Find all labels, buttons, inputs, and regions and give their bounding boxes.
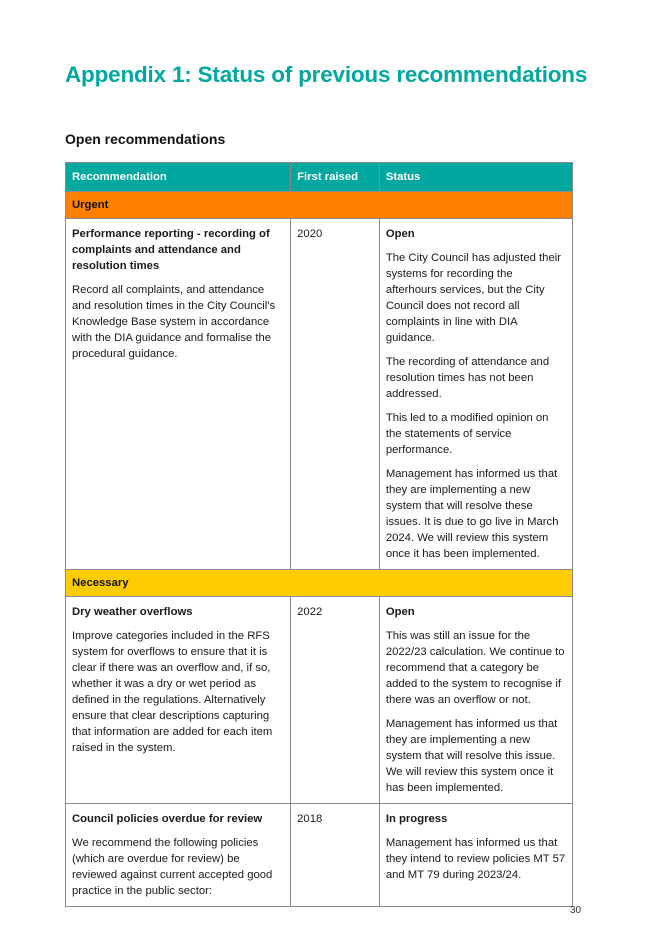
header-recommendation: Recommendation — [66, 163, 291, 192]
header-status: Status — [379, 163, 572, 192]
status-paragraph: Management has informed us that they are implementing a new system that will resolve this issue. We will review this system once it has been implemented. — [385, 718, 558, 794]
table-row — [66, 597, 573, 804]
recommendation-description: We recommend the following policies (which are overdue for review) be reviewed against current accepted good practice in the public sector: — [72, 837, 273, 897]
status-paragraph: The recording of attendance and resolution times has not been addressed. — [385, 356, 550, 400]
priority-label: Urgent — [66, 192, 573, 219]
status-label: Open — [385, 228, 415, 240]
first-raised-cell: 2018 — [291, 804, 380, 907]
first-raised-cell: 2020 — [291, 219, 380, 570]
status-cell — [379, 219, 572, 570]
status-paragraph: This led to a modified opinion on the statements of service performance. — [385, 412, 549, 456]
priority-band-necessary — [66, 570, 573, 597]
recommendations-table — [65, 162, 573, 907]
recommendation-cell — [66, 597, 291, 804]
status-label: Open — [385, 606, 415, 618]
recommendation-title: Council policies overdue for review — [72, 813, 263, 825]
table-row — [66, 804, 573, 907]
recommendation-title: Dry weather overflows — [72, 606, 193, 618]
table-row — [66, 219, 573, 570]
recommendation-title: Performance reporting - recording of complaints and attendance and resolution times — [72, 228, 270, 272]
priority-label: Necessary — [66, 570, 573, 597]
status-cell — [379, 804, 572, 907]
header-first-raised: First raised — [291, 163, 380, 192]
status-paragraph: Management has informed us that they are implementing a new system that will resolve these issues. It is due to go live in March 2024. We will review this system once it has been implemented. — [385, 468, 559, 560]
recommendation-description: Improve categories included in the RFS system for overflows to ensure that it is clear if there was an overflow and, if so, whether it was a dry or wet period as defined in the regulations. Alternatively ensure that clear descriptions capturing that information are added for each item raised in the system. — [72, 630, 273, 754]
status-paragraph: Management has informed us that they intend to review policies MT 57 and MT 79 during 2023/24. — [385, 837, 566, 881]
recommendation-cell — [66, 219, 291, 570]
status-label: In progress — [385, 813, 448, 825]
section-heading: Open recommendations — [65, 131, 226, 147]
status-cell — [379, 597, 572, 804]
page-number: 30 — [570, 905, 582, 916]
table-header-row — [66, 163, 573, 192]
page-title: Appendix 1: Status of previous recommendations — [65, 62, 588, 87]
recommendation-cell — [66, 804, 291, 907]
priority-band-urgent — [66, 192, 573, 219]
status-paragraph: The City Council has adjusted their systems for recording the afterhours services, but the City Council does not record all complaints in line with DIA guidance. — [385, 252, 562, 344]
recommendation-description: Record all complaints, and attendance and resolution times in the City Council’s Knowledge Base system in accordance with the DIA guidance and formalise the procedural guidance. — [72, 284, 276, 360]
status-paragraph: This was still an issue for the 2022/23 calculation. We continue to recommend that a category be added to the system to recognise if there was an overflow or not. — [385, 630, 565, 706]
first-raised-cell: 2022 — [291, 597, 380, 804]
